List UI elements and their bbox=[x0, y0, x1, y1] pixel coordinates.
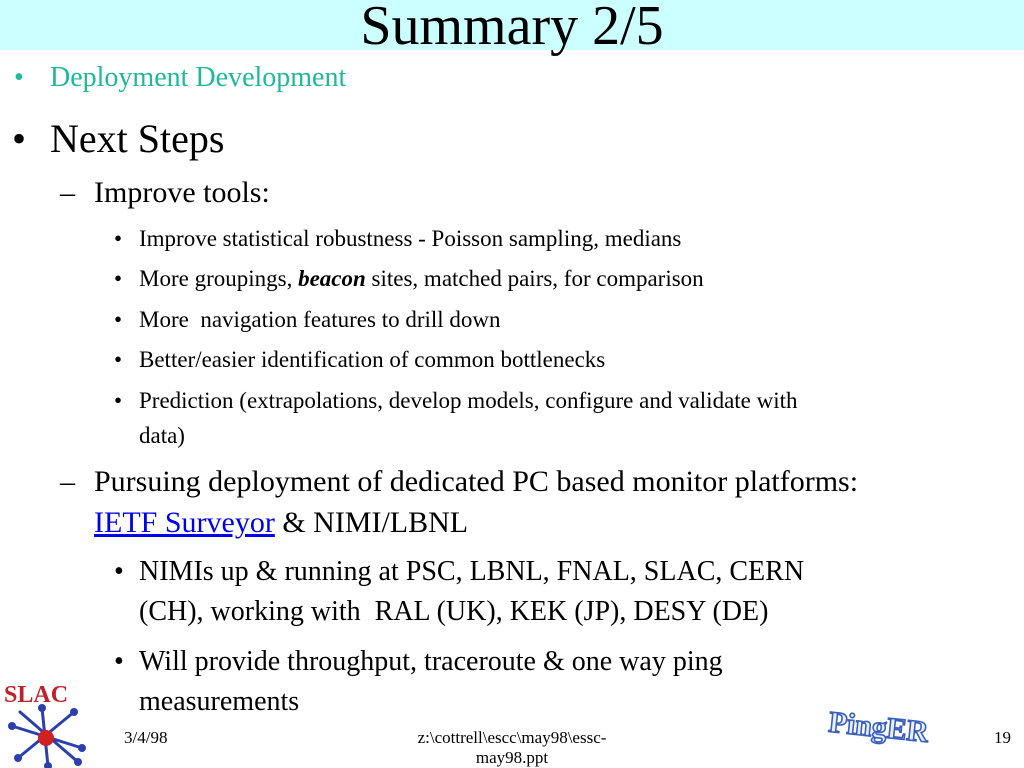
bullet-glyph: • bbox=[114, 646, 124, 677]
groupings-text-post: sites, matched pairs, for comparison bbox=[365, 266, 704, 291]
footer-path-line1: z:\cottrell\escc\may98\essc- bbox=[417, 728, 607, 747]
slide-title: Summary 2/5 bbox=[360, 0, 664, 57]
groupings-beacon-emphasis: beacon bbox=[298, 266, 366, 291]
bullet-glyph: • bbox=[114, 556, 124, 587]
footer-path-line2: may98.ppt bbox=[475, 748, 549, 767]
item-nimis-line2: (CH), working with RAL (UK), KEK (JP), DESY (DE) bbox=[139, 596, 769, 627]
item-throughput-line2: measurements bbox=[139, 686, 300, 717]
subbullet-pursuing-line1: Pursuing deployment of dedicated PC based monitor platforms: bbox=[94, 465, 859, 498]
footer-page-number: 19 bbox=[994, 728, 1011, 747]
footer-date: 3/4/98 bbox=[124, 728, 168, 747]
item-throughput-line1: Will provide throughput, traceroute & one way ping bbox=[139, 646, 723, 677]
subbullet-pursuing-line2 bbox=[94, 506, 468, 540]
pursuing-rest-text: & NIMI/LBNL bbox=[274, 506, 469, 539]
item-bottlenecks: Better/easier identification of common bottlenecks bbox=[139, 347, 606, 372]
item-nimis-line1: NIMIs up & running at PSC, LBNL, FNAL, SLAC, CERN bbox=[139, 556, 805, 587]
item-groupings bbox=[139, 265, 704, 292]
bullet-glyph: • bbox=[114, 307, 123, 332]
groupings-text-pre: More groupings, bbox=[139, 266, 299, 291]
bullet-deployment-development: Deployment Development bbox=[50, 62, 347, 93]
bullet-glyph: • bbox=[114, 266, 123, 291]
ietf-surveyor-link[interactable]: IETF Surveyor bbox=[94, 506, 275, 539]
dash-glyph: – bbox=[60, 176, 75, 209]
pinger-logo-icon bbox=[820, 703, 950, 758]
bullet-next-steps: Next Steps bbox=[50, 116, 225, 161]
item-prediction-line2: data) bbox=[139, 423, 185, 448]
slac-logo-icon bbox=[0, 678, 96, 768]
item-prediction-line1: Prediction (extrapolations, develop models, configure and validate with bbox=[139, 388, 798, 413]
pinger-logo-text: PingER bbox=[827, 705, 931, 749]
bullet-glyph: • bbox=[114, 226, 123, 251]
subbullet-improve-tools: Improve tools: bbox=[94, 176, 270, 209]
dash-glyph: – bbox=[60, 465, 75, 498]
bullet-glyph: • bbox=[114, 388, 123, 413]
item-robustness: Improve statistical robustness - Poisson sampling, medians bbox=[139, 226, 682, 251]
item-navigation: More navigation features to drill down bbox=[139, 307, 501, 332]
bullet-glyph: • bbox=[12, 116, 27, 161]
slac-logo-text: SLAC bbox=[4, 682, 69, 708]
bullet-glyph: • bbox=[114, 347, 123, 372]
bullet-glyph: • bbox=[14, 62, 24, 93]
